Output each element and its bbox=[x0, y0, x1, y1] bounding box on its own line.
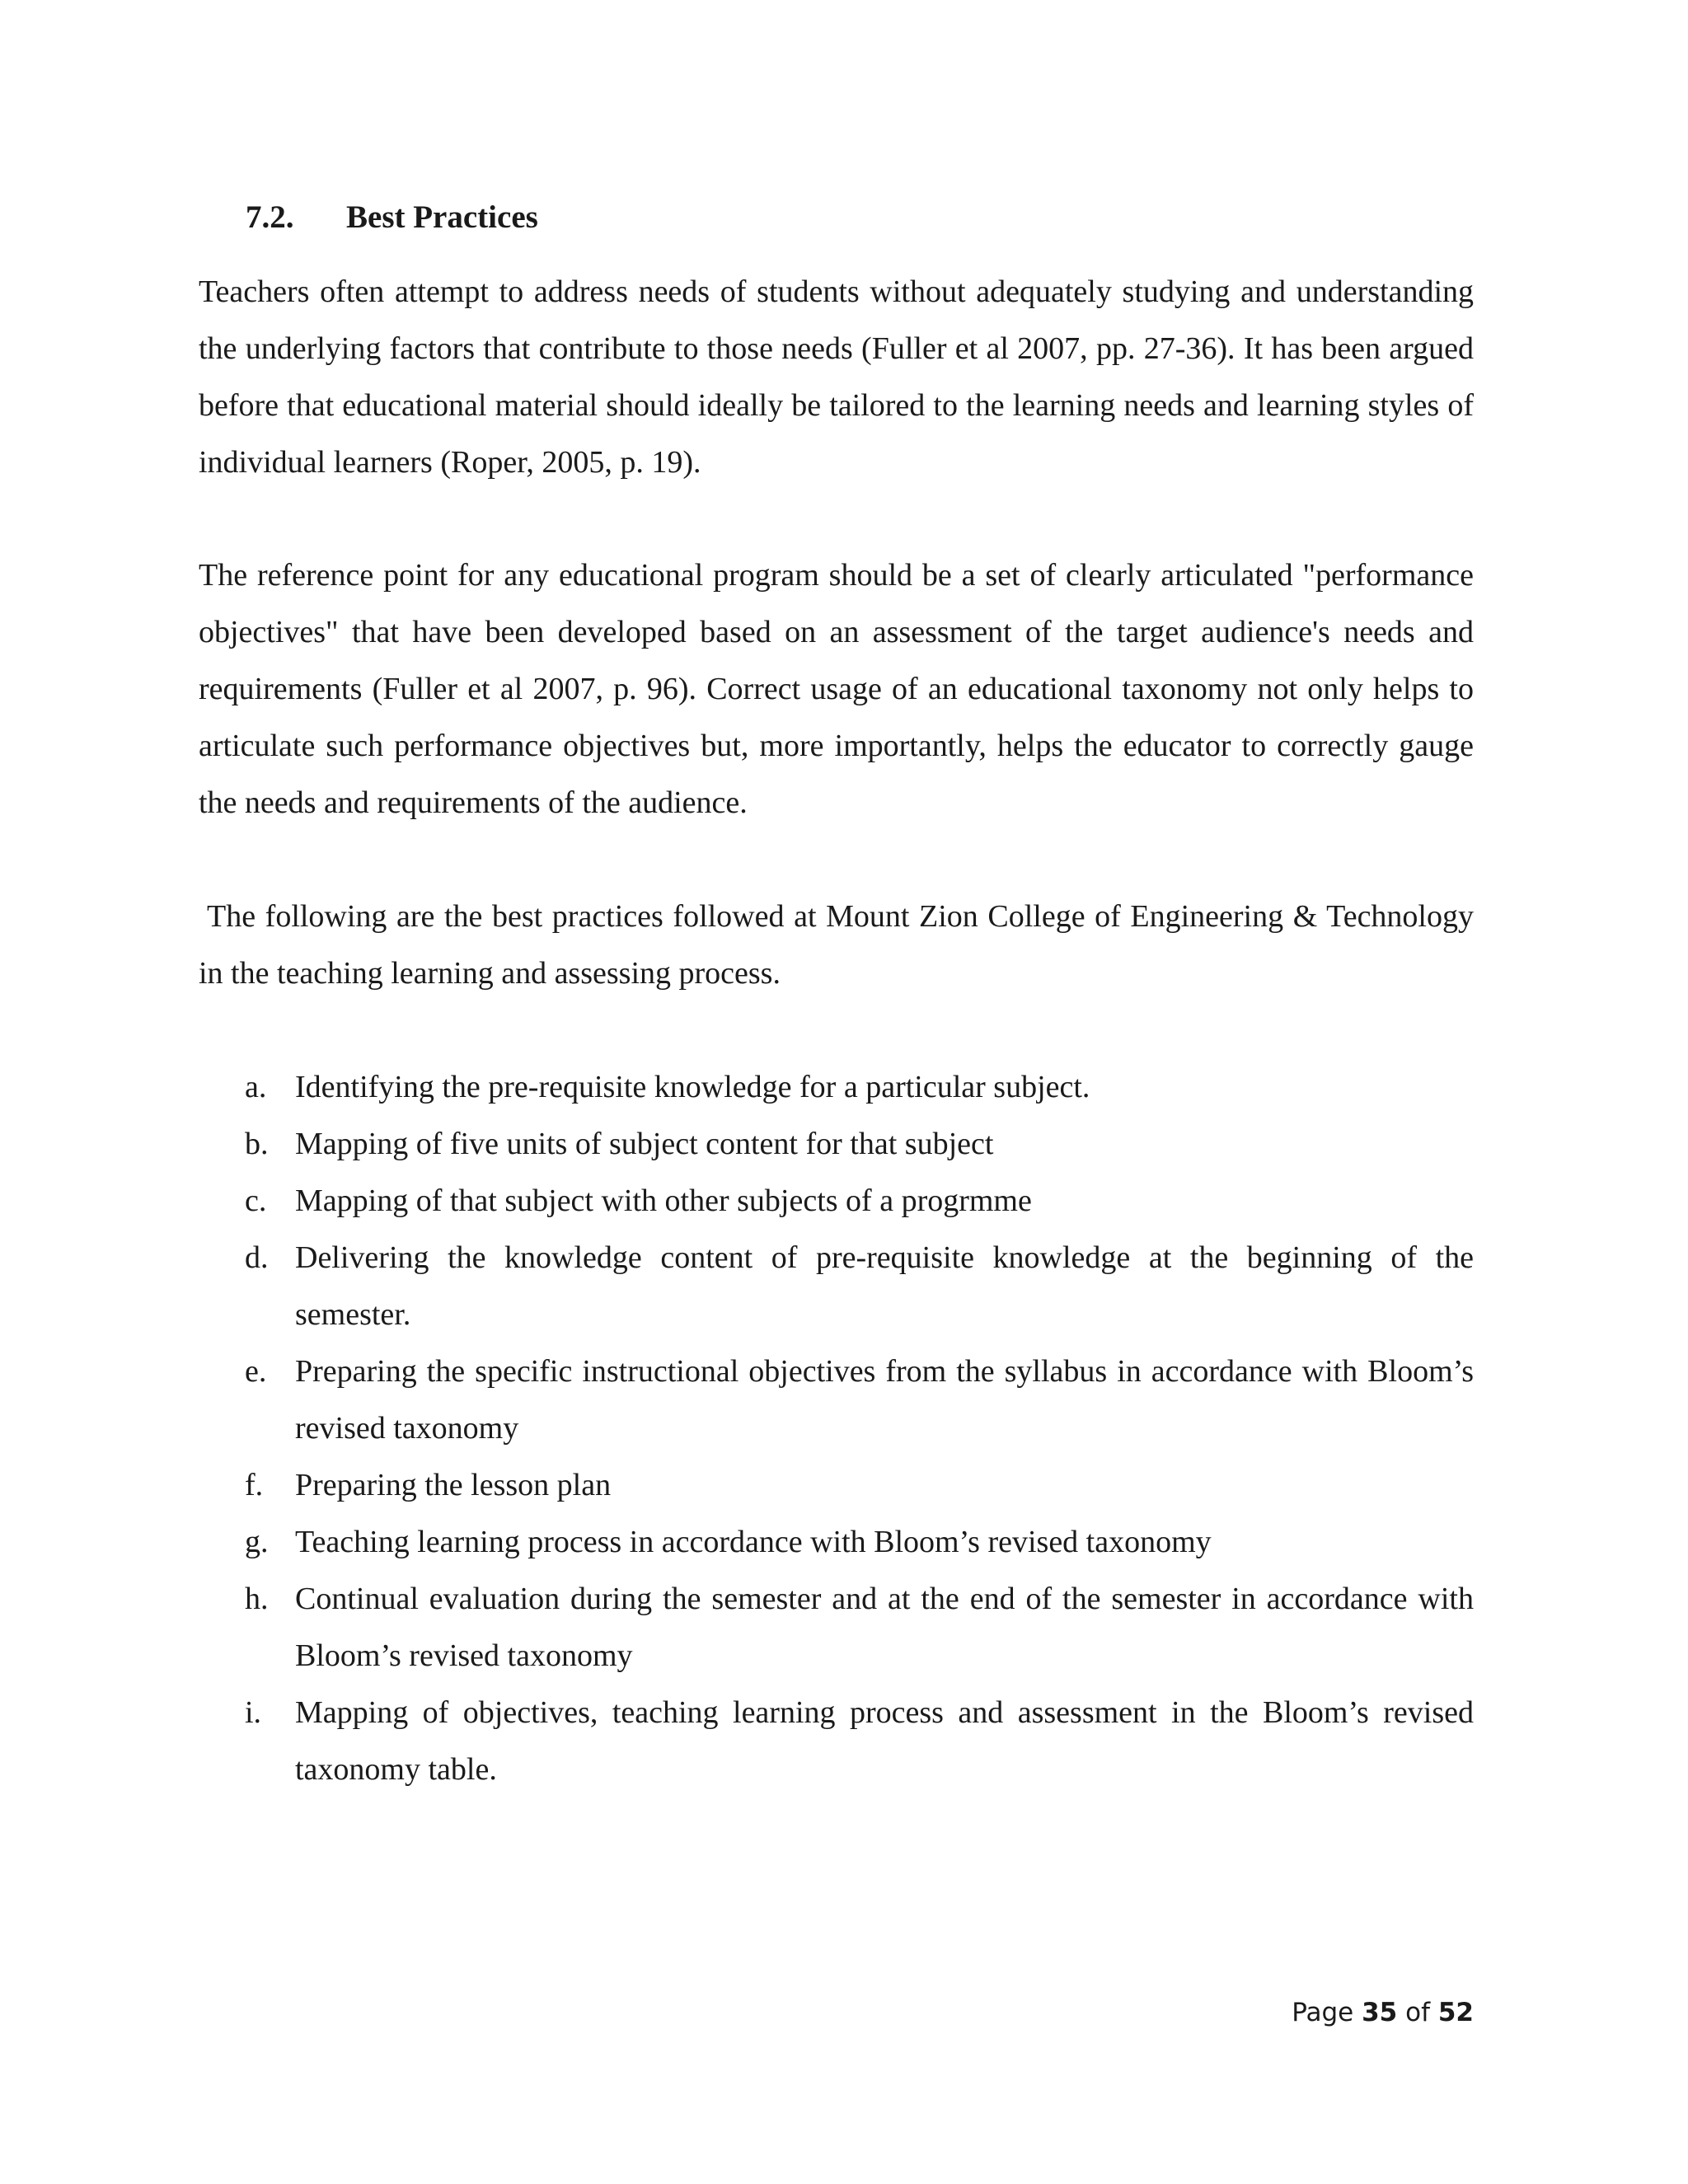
list-marker: e. bbox=[245, 1354, 267, 1389]
section-number: 7.2. bbox=[246, 199, 294, 235]
list-marker: g. bbox=[245, 1525, 269, 1559]
list-marker: c. bbox=[245, 1183, 267, 1218]
list-item bbox=[199, 1230, 1474, 1343]
page-label: Page bbox=[1292, 1998, 1354, 2027]
list-marker: d. bbox=[245, 1240, 269, 1275]
list-item-text: Delivering the knowledge content of pre-requisite knowledge at the beginning of the semester. bbox=[295, 1240, 1474, 1332]
list-item-text: Mapping of objectives, teaching learning process and assessment in the Bloom’s revised taxonomy table. bbox=[295, 1695, 1474, 1787]
list-item-text: Continual evaluation during the semester and at the end of the semester in accordance with Bloom’s revised taxonomy bbox=[295, 1582, 1474, 1673]
list-marker: b. bbox=[245, 1127, 269, 1161]
list-item-text: Preparing the lesson plan bbox=[295, 1468, 612, 1502]
list-item-text: Identifying the pre-requisite knowledge for a particular subject. bbox=[295, 1070, 1090, 1104]
list-item bbox=[199, 1457, 1474, 1514]
list-marker: i. bbox=[245, 1695, 262, 1730]
paragraph-best-practices-intro: The following are the best practices followed at Mount Zion College of Engineering & Technology in the teaching learning and assessing process. bbox=[199, 899, 1474, 991]
paragraph-reference-point: The reference point for any educational program should be a set of clearly articulated "performance objectives" that have been developed based on an assessment of the target audience's needs and requirements (Fuller et al 2007, p. 96). Correct usage of an educational taxonomy not only helps to articulate such performance objectives but, more importantly, helps the educator to correctly gauge the needs and requirements of the audience. bbox=[199, 558, 1474, 820]
list-item bbox=[199, 1173, 1474, 1230]
total-pages-number: 52 bbox=[1437, 1998, 1474, 2027]
section-heading bbox=[246, 196, 538, 239]
list-marker: a. bbox=[245, 1070, 267, 1104]
list-item-text: Mapping of that subject with other subjects of a progrmme bbox=[295, 1183, 1032, 1218]
list-item-text: Preparing the specific instructional objectives from the syllabus in accordance with Bloom’s revised taxonomy bbox=[295, 1354, 1474, 1446]
list-item bbox=[199, 1343, 1474, 1457]
paragraph-teachers-needs: Teachers often attempt to address needs of students without adequately studying and understanding the underlying factors that contribute to those needs (Fuller et al 2007, pp. 27-36). It has been argued before that educational material should ideally be tailored to the learning needs and learning styles of individual learners (Roper, 2005, p. 19). bbox=[199, 274, 1474, 480]
list-item bbox=[199, 1116, 1474, 1173]
list-marker: f. bbox=[245, 1468, 264, 1502]
list-marker: h. bbox=[245, 1582, 269, 1616]
list-item-text: Teaching learning process in accordance with Bloom’s revised taxonomy bbox=[295, 1525, 1212, 1559]
best-practices-list bbox=[199, 1059, 1474, 1798]
list-item bbox=[199, 1571, 1474, 1685]
current-page-number: 35 bbox=[1362, 1998, 1398, 2027]
list-item-text: Mapping of five units of subject content for that subject bbox=[295, 1127, 994, 1161]
list-item bbox=[199, 1514, 1474, 1571]
of-label: of bbox=[1405, 1998, 1430, 2027]
page-number-footer bbox=[1292, 1994, 1474, 2031]
section-title: Best Practices bbox=[346, 199, 538, 235]
list-item bbox=[199, 1685, 1474, 1798]
list-item bbox=[199, 1059, 1474, 1116]
